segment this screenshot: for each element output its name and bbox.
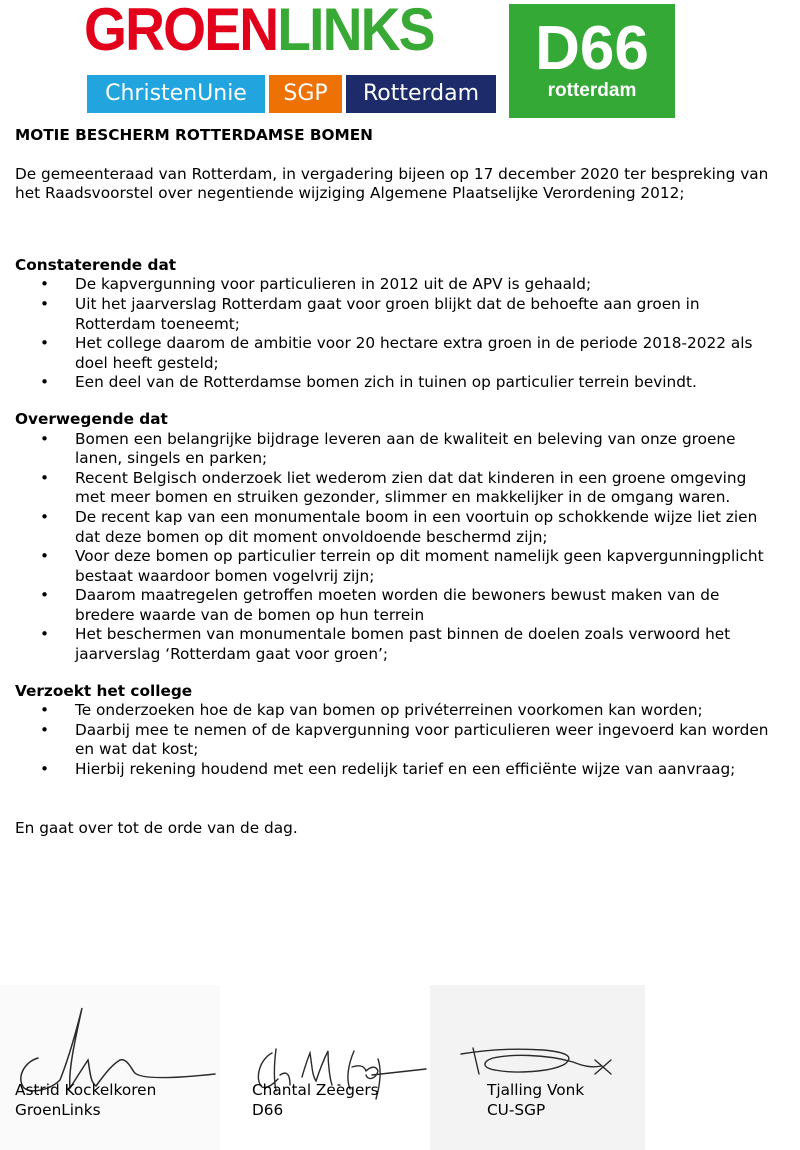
list-item: • De recent kap van een monumentale boom in een voortuin op schokkende wijze liet zien dat deze bomen op dit moment onvoldoende beschermd zijn; — [15, 508, 780, 547]
d66-logo — [509, 4, 675, 118]
list-item: • Het beschermen van monumentale bomen past binnen de doelen zoals verwoord het jaarverslag ‘Rotterdam gaat voor groen’; — [15, 625, 780, 664]
groenlinks-logo-part1: GROEN — [84, 0, 278, 63]
signatory-name: Chantal Zeegers — [252, 1081, 379, 1099]
signatory-name: Tjalling Vonk — [487, 1081, 585, 1099]
sgp-logo: SGP — [269, 75, 342, 113]
list-item: • De kapvergunning voor particulieren in 2012 uit de APV is gehaald; — [15, 275, 780, 295]
list-item: • Daarom maatregelen getroffen moeten worden die bewoners bewust maken van de bredere waarde van de bomen op hun terrein — [15, 586, 780, 625]
list-item: • Recent Belgisch onderzoek liet wederom zien dat dat kinderen in een groene omgeving met meer bomen en struiken gezonder, slimmer en makkelijker in de omgang waren. — [15, 469, 780, 508]
section-heading-verzoekt: Verzoekt het college — [15, 681, 193, 700]
signatory-party: CU-SGP — [487, 1101, 546, 1119]
motion-title: MOTIE BESCHERM ROTTERDAMSE BOMEN — [15, 126, 373, 144]
rotterdam-logo: Rotterdam — [346, 75, 496, 113]
section-heading-overwegende: Overwegende dat — [15, 409, 168, 428]
overwegende-list — [15, 430, 780, 665]
list-item: • Bomen een belangrijke bijdrage leveren aan de kwaliteit en beleving van onze groene lanen, singels en parken; — [15, 430, 780, 469]
list-item: • Daarbij mee te nemen of de kapvergunning voor particulieren weer ingevoerd kan worden en wat dat kost; — [15, 721, 780, 760]
groenlinks-logo — [84, 0, 470, 63]
d66-logo-city: rotterdam — [547, 80, 637, 101]
list-item: • Te onderzoeken hoe de kap van bomen op privéterreinen voorkomen kan worden; — [15, 701, 780, 721]
signature-vonk-image — [455, 1040, 625, 1080]
list-item: • Het college daarom de ambitie voor 20 hectare extra groen in de periode 2018-2022 als doel heeft gesteld; — [15, 334, 780, 373]
verzoekt-list — [15, 701, 780, 779]
constaterende-list — [15, 275, 780, 393]
list-item: • Een deel van de Rotterdamse bomen zich in tuinen op particulier terrein bevindt. — [15, 373, 780, 393]
signatures-area — [0, 985, 800, 1150]
motion-document — [15, 126, 780, 854]
signatory-name: Astrid Kockelkoren — [15, 1081, 157, 1099]
signatory-party: GroenLinks — [15, 1101, 101, 1119]
groenlinks-logo-part2: LINKS — [277, 0, 434, 63]
d66-logo-text: D66 — [535, 14, 649, 83]
christenunie-logo: ChristenUnie — [87, 75, 265, 113]
signatory-party: D66 — [252, 1101, 284, 1119]
motion-intro: De gemeenteraad van Rotterdam, in vergadering bijeen op 17 december 2020 ter bespreking van het Raadsvoorstel over negentiende wijziging Algemene Plaatselijke Verordening 2012; — [15, 164, 769, 203]
motion-closing: En gaat over tot de orde van de dag. — [15, 818, 298, 837]
section-heading-constaterende: Constaterende dat — [15, 255, 177, 274]
list-item: • Uit het jaarverslag Rotterdam gaat voor groen blijkt dat de behoefte aan groen in Rotterdam toeneemt; — [15, 295, 780, 334]
list-item: • Hierbij rekening houdend met een redelijk tarief en een efficiënte wijze van aanvraag; — [15, 760, 780, 780]
list-item: • Voor deze bomen op particulier terrein op dit moment namelijk geen kapvergunningplicht bestaat waardoor bomen vogelvrij zijn; — [15, 547, 780, 586]
